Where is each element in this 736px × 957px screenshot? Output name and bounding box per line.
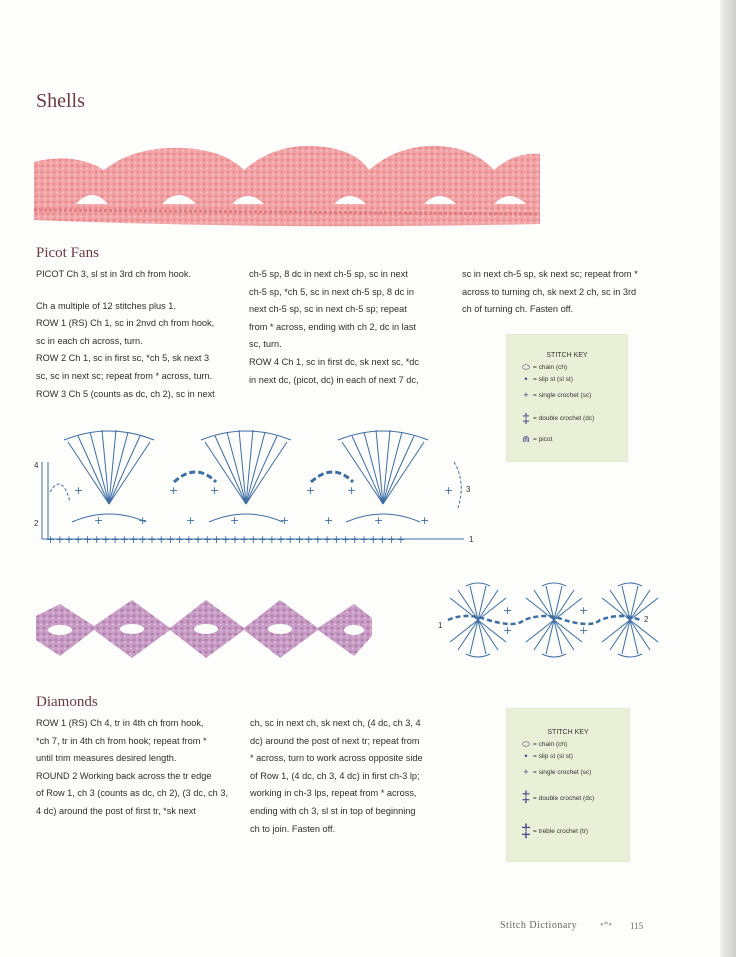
double-crochet-icon: ‡: [521, 789, 531, 806]
picot-line: in next dc, (picot, dc) in each of next 7 dc,: [249, 374, 419, 385]
picot-line: sc in each ch across, turn.: [36, 335, 143, 346]
slip-stitch-icon: •: [524, 374, 528, 384]
picot-line: [36, 284, 241, 298]
svg-text:+: +: [230, 514, 240, 527]
diamonds-line: ch, sc in next ch, sk next ch, (4 dc, ch 3, 4: [250, 718, 421, 728]
picot-line: PICOT Ch 3, sl st in 3rd ch from hook.: [36, 269, 192, 279]
picot-icon: ⋒: [522, 434, 530, 444]
double-crochet-icon: ‡: [522, 410, 530, 426]
svg-text:+: +: [186, 514, 196, 527]
diamonds-instructions-col1: [36, 715, 246, 821]
picot-line: ch-5 sp, 8 dc in next ch-5 sp, sc in next: [249, 269, 408, 279]
svg-text:+: +: [280, 514, 290, 527]
row-number-2: 2: [644, 615, 649, 624]
key-label: = single crochet (sc): [533, 391, 592, 399]
key-item: [519, 374, 627, 384]
picot-line: ch of turning ch. Fasten off.: [462, 304, 574, 315]
row-number-2: 2: [34, 519, 39, 528]
picot-line: ROW 1 (RS) Ch 1, sc in 2nvd ch from hook,: [36, 318, 215, 329]
diamonds-line: * across, turn to work across opposite side: [250, 753, 423, 764]
key-label: = picot: [533, 436, 553, 443]
page-edge: [722, 0, 736, 957]
svg-text:+: +: [420, 514, 430, 527]
key-item: [519, 751, 629, 761]
svg-text:+: +: [324, 514, 334, 527]
svg-text:+: +: [579, 624, 589, 637]
picot-fans-diagram: [34, 422, 484, 552]
svg-text:+: +: [74, 484, 84, 497]
diamonds-line: of Row 1, ch 3 (counts as dc, ch 2), (3 dc, ch 3,: [36, 788, 229, 799]
lilac-diamond-swatch: [36, 596, 372, 662]
key-item: [519, 390, 627, 400]
svg-text:+: +: [138, 514, 148, 527]
svg-text:+: +: [579, 604, 589, 617]
picot-line: sc, sc in next sc; repeat from * across, turn.: [36, 370, 213, 381]
picot-instructions-col3: [462, 266, 667, 319]
svg-text:+: +: [306, 484, 316, 497]
page-number: 115: [630, 921, 644, 931]
slip-stitch-icon: •: [524, 751, 528, 761]
diamonds-line: ending with ch 3, sl st in top of beginning: [250, 805, 416, 816]
footer-section-name: Stitch Dictionary: [500, 920, 578, 931]
diamonds-line: of Row 1, (4 dc, ch 3, 4 dc) in first ch-3 lp;: [250, 770, 420, 781]
picot-instructions-col1: [36, 266, 241, 403]
diamonds-line: 4 dc) around the post of first tr, *sk next: [36, 805, 196, 816]
single-crochet-icon: +: [523, 390, 529, 400]
diamonds-line: ch to join. Fasten off.: [250, 823, 336, 834]
key-label: = chain (ch): [533, 741, 568, 748]
svg-text:+: +: [503, 604, 513, 617]
key-label: = chain (ch): [533, 364, 568, 371]
picot-line: from * across, ending with ch 2, dc in last: [249, 321, 416, 332]
svg-text:+: +: [347, 484, 357, 497]
single-crochet-icon: +: [523, 767, 529, 777]
picot-line: sc in next ch-5 sp, sk next sc; repeat from *: [462, 269, 638, 279]
diamonds-line: *ch 7, tr in 4th ch from hook; repeat from *: [36, 735, 207, 746]
section-title-picot-fans: Picot Fans: [36, 245, 99, 261]
key-label: = single crochet (sc): [533, 768, 592, 776]
diamonds-line: working in ch-3 lps, repeat from * across,: [250, 788, 417, 799]
svg-text:+: +: [503, 624, 513, 637]
page-edge-shadow: [720, 0, 722, 957]
diamonds-line: ROUND 2 Working back across the tr edge: [36, 770, 212, 781]
key-item: [519, 821, 629, 842]
row-number-4: 4: [34, 461, 39, 470]
picot-line: next ch-5 sp, sc in next ch-5 sp; repeat: [249, 304, 407, 315]
diamonds-instructions-col2: [250, 715, 460, 838]
treble-crochet-icon: ‡: [520, 821, 531, 841]
diamonds-line: ROW 1 (RS) Ch 4, tr in 4th ch from hook,: [36, 718, 204, 728]
diamonds-line: dc) around the post of next tr; repeat from: [250, 735, 420, 746]
key-item: [519, 789, 629, 807]
key-label: = treble crochet (tr): [533, 828, 589, 835]
row-number-1: 1: [438, 621, 443, 630]
picot-line: ROW 3 Ch 5 (counts as dc, ch 2), sc in next: [36, 388, 215, 399]
key-label: = slip st (sl st): [533, 375, 573, 383]
chain-icon: ⬭: [522, 739, 530, 749]
svg-text:+: +: [94, 514, 104, 527]
stitch-key-picot: [506, 334, 628, 462]
key-item: [519, 434, 627, 445]
stitch-key-diamonds: [506, 708, 630, 862]
key-item: [519, 410, 627, 426]
key-item: [519, 739, 629, 750]
chain-icon: ⬭: [522, 362, 530, 372]
picot-line: ROW 2 Ch 1, sc in first sc, *ch 5, sk next 3: [36, 353, 210, 364]
picot-line: sc, turn.: [249, 339, 282, 350]
picot-line: Ch a multiple of 12 stitches plus 1.: [36, 300, 176, 311]
section-title-shells: Shells: [36, 90, 85, 112]
row-number-1: 1: [469, 535, 474, 544]
stitch-key-title: STITCH KEY: [546, 352, 588, 359]
footer-ornament-icon: •*•: [600, 920, 613, 931]
row-number-3: 3: [466, 485, 471, 494]
key-label: = double crochet (dc): [533, 794, 595, 802]
picot-line: ch-5 sp, *ch 5, sc in next ch-5 sp, 8 dc in: [249, 286, 414, 297]
diamonds-diagram: [436, 580, 658, 660]
svg-text:+: +: [210, 484, 220, 497]
key-item: [519, 767, 629, 777]
pink-shell-swatch: [34, 140, 540, 240]
key-label: = slip st (sl st): [533, 752, 573, 760]
picot-line: ROW 4 Ch 1, sc in first dc, sk next sc, *dc: [249, 356, 420, 367]
key-label: = double crochet (dc): [533, 414, 595, 422]
svg-text:+: +: [374, 514, 384, 527]
svg-text:+: +: [169, 484, 179, 497]
stitch-key-title: STITCH KEY: [547, 729, 589, 736]
diamonds-line: until trim measures desired length.: [36, 753, 177, 764]
section-title-diamonds: Diamonds: [36, 694, 98, 710]
svg-text:+: +: [444, 484, 454, 497]
picot-line: across to turning ch, sk next 2 ch, sc in 3rd: [462, 286, 637, 297]
picot-instructions-col2: [249, 266, 454, 389]
svg-text:++++++++++++++++++++++++++++++: +++++++++++++++++++++++++++++++++++++++: [46, 533, 406, 546]
key-item: [519, 362, 627, 373]
